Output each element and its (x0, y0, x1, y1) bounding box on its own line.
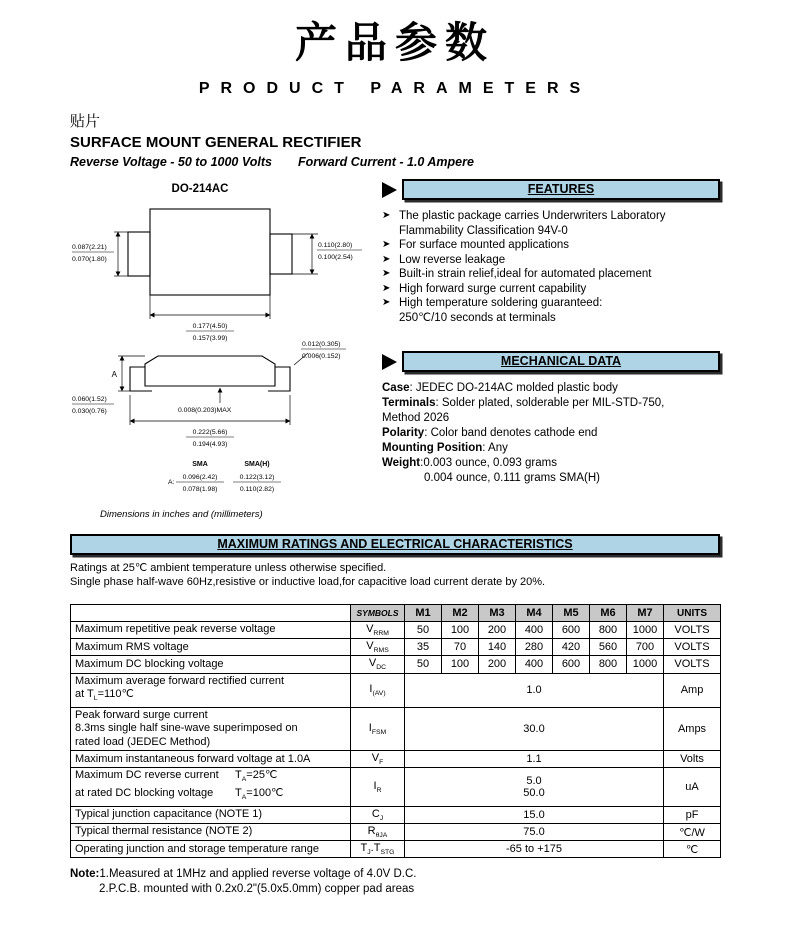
pointer-arrow-icon (382, 182, 397, 198)
pointer-arrow-icon (382, 354, 397, 370)
dim-standoff: 0.008(0.203)MAX (178, 407, 232, 414)
package-side-view (72, 341, 346, 448)
svg-text:0.100(2.54): 0.100(2.54) (318, 254, 353, 261)
col-m6: M6 (590, 605, 627, 622)
arrow-bullet-icon: ➤ (382, 268, 391, 279)
feature-item: ➤ For surface mounted applications (382, 239, 570, 251)
dim-height-A: A (111, 370, 117, 379)
ratings-header: MAXIMUM RATINGS AND ELECTRICAL CHARACTERISTICS (70, 534, 720, 555)
smah-col-header: SMA(H) (244, 461, 270, 468)
col-m2: M2 (442, 605, 479, 622)
table-row-cj: Typical junction capacitance (NOTE 1) $C_J$ 15.0 pF (71, 806, 721, 823)
features-section-bar (382, 179, 720, 200)
footnote-1: Note:1.Measured at 1MHz and applied reverse voltage of 4.0V D.C. (70, 868, 417, 881)
mech-mounting: Mounting Position: Any (382, 442, 508, 454)
arrow-bullet-icon: ➤ (382, 282, 391, 294)
footnote-2: 2.P.C.B. mounted with 0.2x0.2"(5.0x5.0mm) copper pad areas (99, 883, 415, 896)
svg-text:0.030(0.76): 0.030(0.76) (72, 408, 107, 415)
col-m7: M7 (627, 605, 664, 622)
dim-body-width: 0.177(4.50) (192, 323, 228, 330)
table-header-row (71, 605, 721, 622)
dim-lead-span: 0.110(2.80) (318, 242, 353, 249)
feature-item: ➤ High temperature soldering guaranteed: 250℃/10 seconds at terminals (382, 297, 603, 324)
col-m5: M5 (553, 605, 590, 622)
chip-label: 贴片 (70, 113, 101, 130)
package-diagram (70, 179, 370, 507)
svg-text:0.157(3.99): 0.157(3.99) (192, 335, 228, 342)
package-top-view (72, 209, 362, 342)
svg-text:0.078(1.98): 0.078(1.98) (182, 486, 218, 493)
product-title: SURFACE MOUNT GENERAL RECTIFIER (70, 134, 362, 151)
diagram-footnote: Dimensions in inches and (millimeters) (100, 509, 263, 520)
sma-col-header: SMA (192, 461, 208, 468)
table-row-vf: Maximum instantaneous forward voltage at 1.0A $V_F$ 1.1 Volts (71, 751, 721, 768)
forward-current-rating: Forward Current - 1.0 Ampere (297, 155, 474, 169)
page-title-cn: 产品参数 (294, 19, 495, 66)
ratings-summary (70, 155, 720, 169)
table-row-tjtstg: Operating junction and storage temperature range $T_J.T_{STG}$ -65 to +175 ℃ (71, 841, 721, 858)
col-symbols: SYMBOLS (351, 605, 405, 622)
table-row-vdc: Maximum DC blocking voltage $V_{DC}$ 50 100 200 400 600 800 1000 VOLTS (71, 656, 721, 673)
dim-overall-width: 0.222(5.66) (192, 429, 228, 436)
mech-case: Case: JEDEC DO-214AC molded plastic body (382, 382, 618, 394)
package-diagram-column (70, 179, 370, 520)
mech-polarity: Polarity: Color band denotes cathode end (382, 427, 598, 439)
table-row-ifsm: Peak forward surge current 8.3ms single half sine-wave superimposed on rated load (JEDEC Method) $I_{FSM}$ 30.0 Amps (71, 707, 721, 751)
mechanical-section-bar (382, 351, 720, 372)
table-row-iav: Maximum average forward rectified current at $T_L=110℃$ $I_{(AV)}$ 1.0 Amp (71, 673, 721, 707)
table-row-vrms: Maximum RMS voltage $V_{RMS}$ 35 70 140 280 420 560 700 VOLTS (71, 639, 721, 656)
svg-text:0.194(4.93): 0.194(4.93) (192, 441, 228, 448)
feature-item: ➤ Low reverse leakage (382, 253, 506, 266)
mechanical-header: MECHANICAL DATA (402, 351, 720, 372)
table-row-vrrm: Maximum repetitive peak reverse voltage $V_{RRM}$ 50 100 200 400 600 800 1000 VOLTS (71, 622, 721, 639)
dim-lead-height: 0.060(1.52) (72, 396, 107, 403)
arrow-bullet-icon: ➤ (382, 210, 391, 221)
features-list (382, 209, 720, 325)
dim-lead-thickness: 0.012(0.305) (302, 341, 341, 348)
svg-text:0.122(3.12): 0.122(3.12) (239, 474, 275, 481)
page-title-en: PRODUCT PARAMETERS (198, 80, 592, 97)
feature-item: ➤ The plastic package carries Underwriters Laboratory Flammability Classification 94V-0 (382, 210, 666, 237)
col-m4: M4 (516, 605, 553, 622)
table-row-ir: Maximum DC reverse current $T_A=25℃$ at rated DC blocking voltage $T_A=100℃$ $I_R$ 5.0 50.0 uA (71, 768, 721, 806)
sma-row-label: A: (168, 479, 175, 486)
ratings-table (70, 604, 721, 858)
mechanical-data: Case: JEDEC DO-214AC molded plastic body Terminals: Solder plated, solderable per MIL-STD-750, Method 2026 Polarity: Color band denotes cathode end Mounting Position: Any Weight:0.003 ounce, 0.093 grams 0.004 ounce, 0.111 grams SMA(H) (382, 381, 720, 486)
reverse-voltage-range: Reverse Voltage - 50 to 1000 Volts (70, 155, 272, 169)
sma-dimension-table (168, 461, 281, 493)
arrow-bullet-icon: ➤ (382, 297, 391, 308)
arrow-bullet-icon: ➤ (382, 253, 391, 265)
svg-text:0.110(2.82): 0.110(2.82) (239, 486, 275, 493)
middle-section (70, 179, 720, 520)
feature-item: ➤ High forward surge current capability (382, 282, 587, 295)
table-row-rthja: Typical thermal resistance (NOTE 2) $R_{\theta JA}$ 75.0 ℃/W (71, 824, 721, 841)
features-header: FEATURES (402, 179, 720, 200)
svg-text:0.070(1.80): 0.070(1.80) (72, 256, 107, 263)
features-column (370, 179, 720, 520)
svg-text:0.006(0.152): 0.006(0.152) (302, 353, 341, 360)
svg-text:0.096(2.42): 0.096(2.42) (182, 474, 218, 481)
col-m3: M3 (479, 605, 516, 622)
mech-weight: Weight:0.003 ounce, 0.093 grams (382, 457, 557, 469)
col-m1: M1 (405, 605, 442, 622)
ratings-conditions: Ratings at 25℃ ambient temperature unless otherwise specified. Single phase half-wave 60Hz,resistive or inductive load,for capacitive load current derate by 20%. (70, 562, 546, 588)
arrow-bullet-icon: ➤ (382, 239, 391, 250)
footnotes (70, 867, 720, 897)
mech-terminals: Terminals: Solder plated, solderable per MIL-STD-750, (382, 397, 665, 409)
package-name: DO-214AC (171, 183, 229, 195)
feature-item: ➤ Built-in strain relief,ideal for automated placement (382, 268, 652, 280)
col-units: UNITS (664, 605, 721, 622)
dim-lead-width: 0.087(2.21) (72, 244, 107, 251)
